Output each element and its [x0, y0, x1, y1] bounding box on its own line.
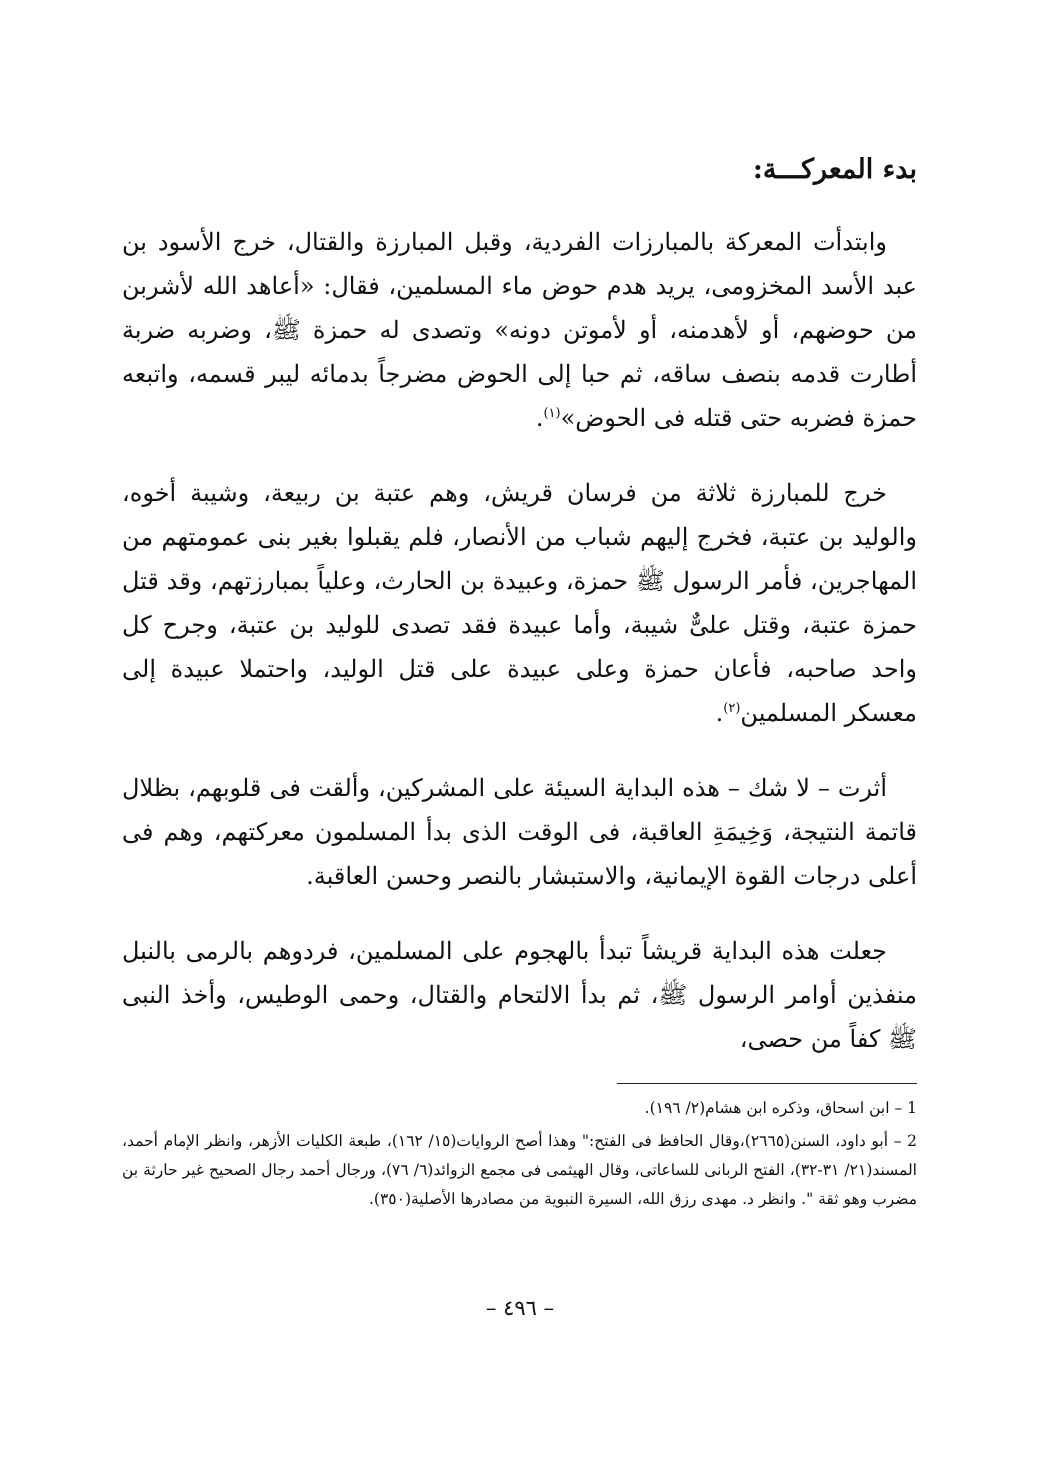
paragraph [122, 929, 917, 1061]
footnote-number: 2 – [893, 1132, 917, 1150]
paragraph-text: وابتدأت المعركة بالمبارزات الفردية، وقبل المبارزة والقتال، خرج الأسود بن عبد الأسد المخزومى، يريد هدم حوض ماء المسلمين، فقال: «أعاهد الله لأشربن من حوضهم، أو لأهدمنه، أو لأموتن دونه» وتصدى له حمزة ﷺ، وضربه ضربة أطارت قدمه بنصف ساقه، ثم حبا إلى الحوض مضرجاً بدمائه ليبر قسمه، واتبعه حمزة فضربه حتى قتله فى الحوض» [122, 228, 917, 432]
page-number: – ٤٩٦ – [485, 1296, 555, 1320]
body-text [122, 220, 917, 1092]
paragraph-text: جعلت هذه البداية قريشاً تبدأ بالهجوم على المسلمين، فردوهم بالرمى بالنبل منفذين أوامر الرسول ﷺ، ثم بدأ الالتحام والقتال، وحمى الوطيس، وأخذ النبى ﷺ كفاً من حصى، [122, 937, 917, 1053]
footnote-number: 1 – [894, 1099, 917, 1117]
footnote [122, 1127, 917, 1214]
footnote [122, 1094, 917, 1123]
footnote-text: أبو داود، السنن(٢٦٦٥)،وقال الحافظ فى الفتح:" وهذا أصح الروايات(١٥/ ١٦٢)، طبعة الكليات الأزهر، وانظر الإمام أحمد، المسند(٢١/ ٣١-٣٢)، الفتح الربانى للساعاتى، وقال الهيثمى فى مجمع الزوائد(٦/ ٧٦)، ورجال أحمد رجال الصحيح غير حارثة بن مضرب وهو ثقة ". وانظر د. مهدى رزق الله، السيرة النبوية من مصادرها الأصلية(٣٥٠). [122, 1132, 917, 1208]
footnote-reference[interactable]: (٢) [723, 701, 741, 716]
paragraph-text: أثرت – لا شك – هذه البداية السيئة على المشركين، وألقت فى قلوبهم، بظلال قاتمة النتيجة، وَخِيمَةِ العاقبة، فى الوقت الذى بدأ المسلمون معركتهم، وهم فى أعلى درجات القوة الإيمانية، والاستبشار بالنصر وحسن العاقبة. [122, 774, 917, 890]
footnote-divider [617, 1083, 917, 1084]
footnote-reference[interactable]: (١) [543, 406, 561, 421]
paragraph [122, 220, 917, 440]
paragraph-end: . [535, 404, 544, 432]
footnote-text: ابن اسحاق، وذكره ابن هشام(٢/ ١٩٦). [644, 1099, 890, 1117]
section-heading: بدء المعركـــة: [752, 154, 917, 185]
paragraph [122, 471, 917, 735]
paragraph-text: خرج للمبارزة ثلاثة من فرسان قريش، وهم عتبة بن ربيعة، وشيبة أخوه، والوليد بن عتبة، فخرج إليهم شباب من الأنصار، فلم يقبلوا بغير بنى عمومتهم من المهاجرين، فأمر الرسول ﷺ حمزة، وعبيدة بن الحارث، وعلياً بمبارزتهم، وقد قتل حمزة عتبة، وقتل علىٌّ شيبة، وأما عبيدة فقد تصدى للوليد بن عتبة، وجرح كل واحد صاحبه، فأعان حمزة وعلى عبيدة على قتل الوليد، واحتملا عبيدة إلى معسكر المسلمين [122, 479, 917, 727]
footnotes [122, 1094, 917, 1218]
paragraph [122, 766, 917, 898]
paragraph-end: . [715, 699, 724, 727]
